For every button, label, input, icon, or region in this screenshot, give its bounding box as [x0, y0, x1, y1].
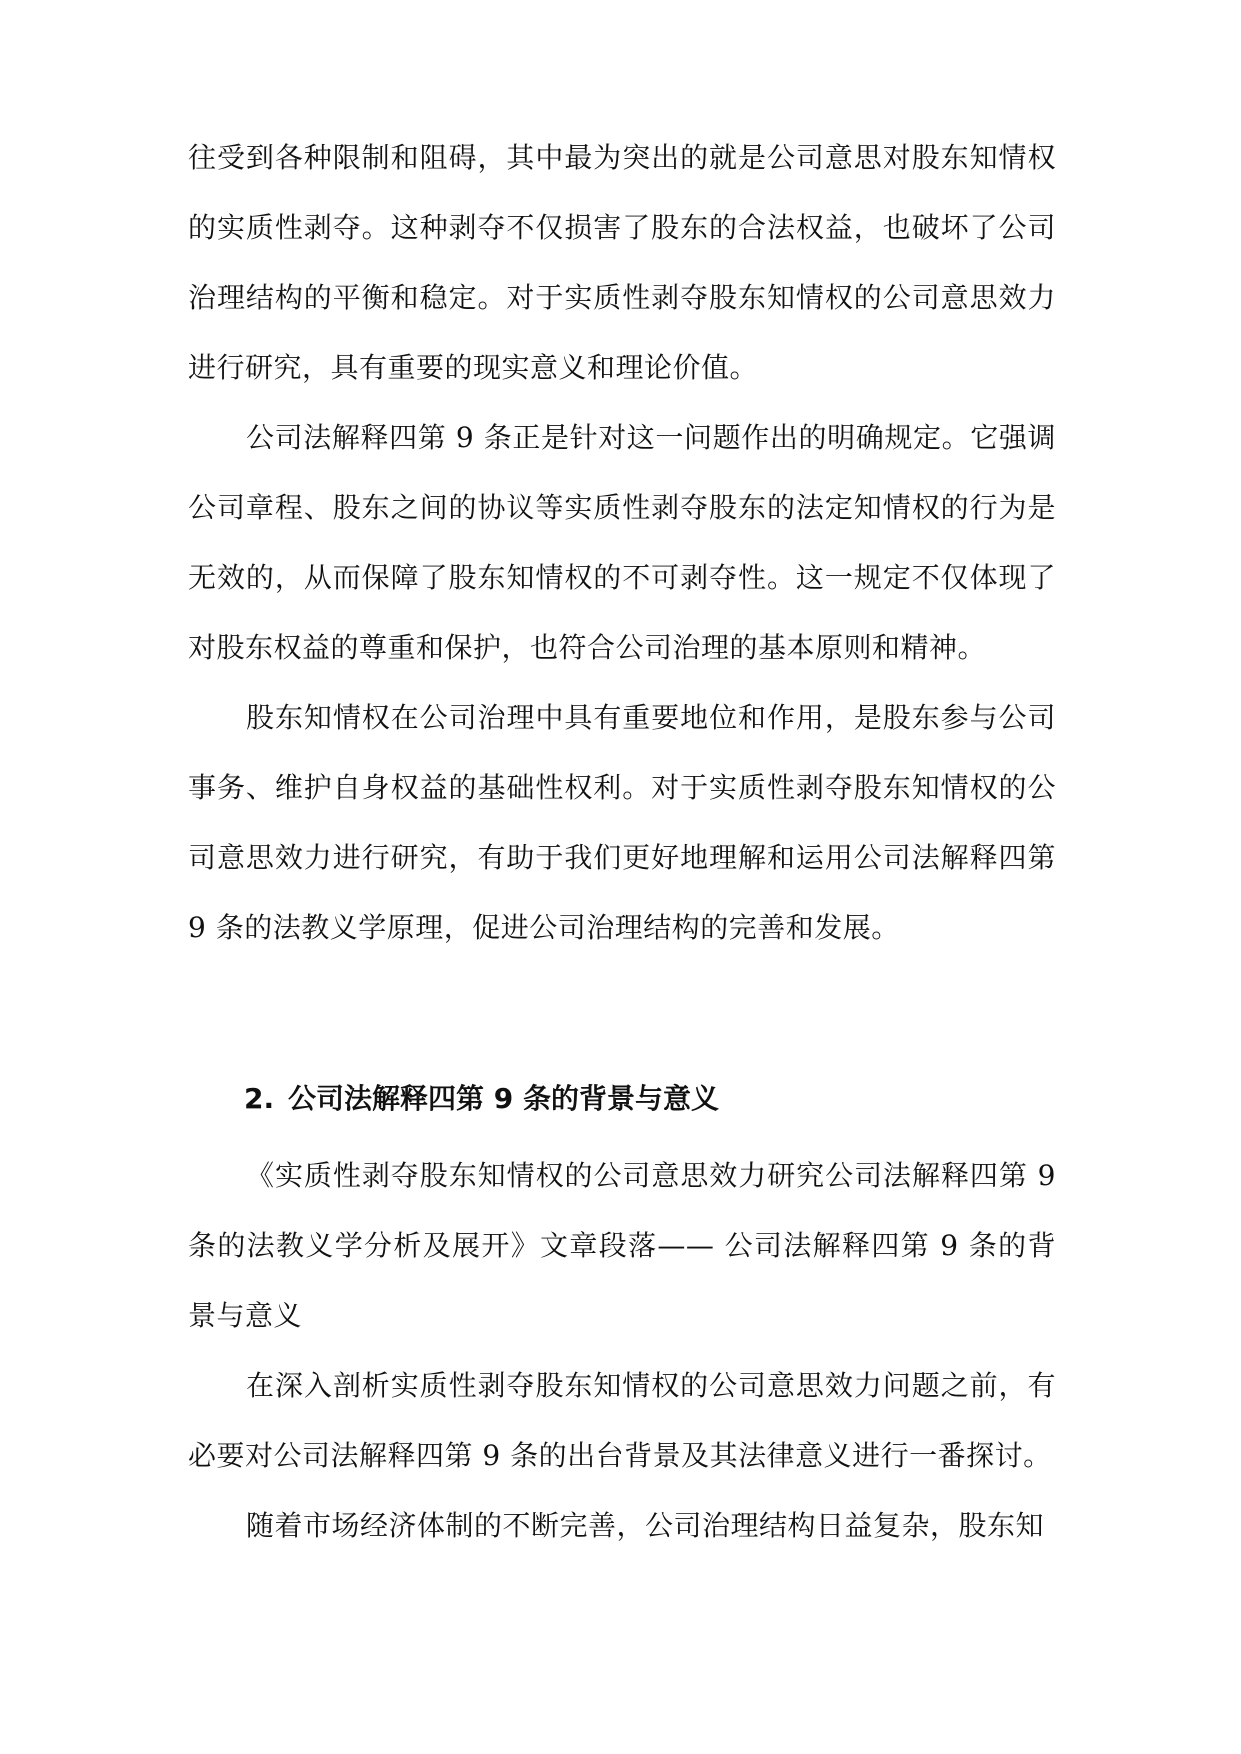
- section-number: 2.: [244, 1082, 275, 1115]
- paragraph: 股东知情权在公司治理中具有重要地位和作用，是股东参与公司事务、维护自身权益的基础性权利。对于实质性剥夺股东知情权的公司意思效力进行研究，有助于我们更好地理解和运用公司法解释四第 9 条的法教义学原理，促进公司治理结构的完善和发展。: [188, 701, 1056, 944]
- paragraph: 随着市场经济体制的不断完善，公司治理结构日益复杂，股东知: [246, 1509, 1045, 1542]
- section-heading: [244, 1079, 719, 1119]
- section-title: 公司法解释四第 9 条的背景与意义: [288, 1082, 719, 1115]
- body-text-bottom: [188, 1141, 1056, 1561]
- paragraph-continued: 往受到各种限制和阻碍，其中最为突出的就是公司意思对股东知情权的实质性剥夺。这种剥夺不仅损害了股东的合法权益，也破坏了公司治理结构的平衡和稳定。对于实质性剥夺股东知情权的公司意思效力进行研究，具有重要的现实意义和理论价值。: [188, 141, 1056, 384]
- paragraph: 《实质性剥夺股东知情权的公司意思效力研究公司法解释四第 9 条的法教义学分析及展开》文章段落—— 公司法解释四第 9 条的背景与意义: [188, 1159, 1056, 1332]
- body-text-top: [188, 123, 1056, 963]
- paragraph: 在深入剖析实质性剥夺股东知情权的公司意思效力问题之前，有必要对公司法解释四第 9 条的出台背景及其法律意义进行一番探讨。: [188, 1369, 1056, 1472]
- paragraph: 公司法解释四第 9 条正是针对这一问题作出的明确规定。它强调公司章程、股东之间的协议等实质性剥夺股东的法定知情权的行为是无效的，从而保障了股东知情权的不可剥夺性。这一规定不仅体现了对股东权益的尊重和保护，也符合公司治理的基本原则和精神。: [188, 421, 1056, 664]
